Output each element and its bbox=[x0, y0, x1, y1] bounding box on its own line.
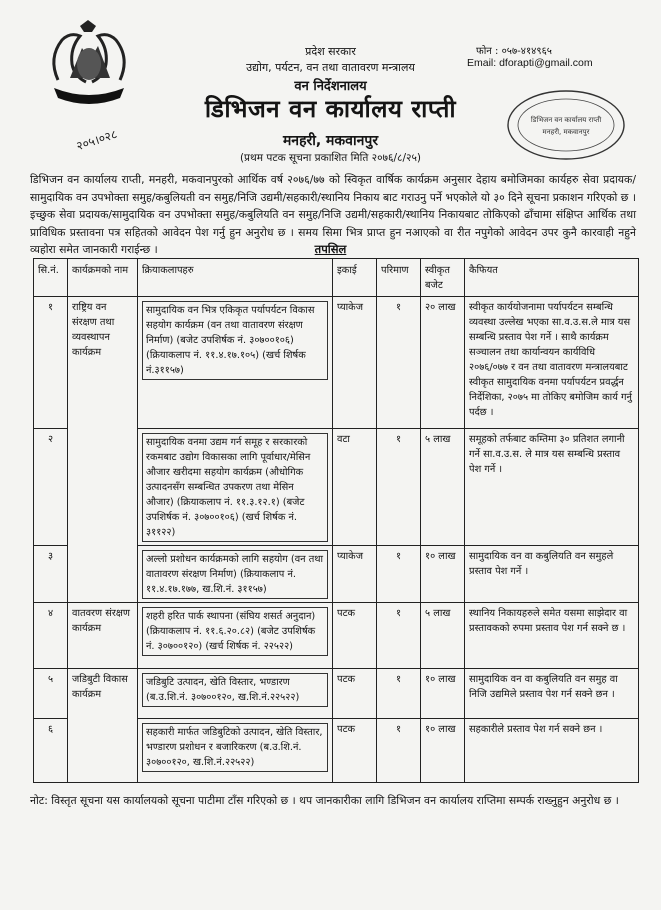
cell-qty: १ bbox=[377, 429, 421, 546]
cell-program: वातवरण संरक्षण कार्यक्रम bbox=[68, 603, 138, 669]
cell-remarks: सहकारीले प्रस्ताव पेश गर्न सक्ने छन । bbox=[465, 719, 639, 783]
activity-text: अल्लो प्रशोधन कार्यक्रमको लागि सहयोग (वन तथा वातावरण संरक्षण निर्माण) (क्रियाकलाप नं. ११.४.१७.१७७, ख.शि.नं. ३११५७) bbox=[142, 550, 328, 599]
handwritten-reg-number: २०५।०२८ bbox=[74, 126, 119, 154]
col-header-sn: सि.नं. bbox=[34, 259, 68, 297]
cell-qty: १ bbox=[377, 603, 421, 669]
cell-remarks: सामुदायिक वन वा कबुलियति वन समुह वा निजि उद्यमिले प्रस्ताव पेश गर्न सक्ने छन । bbox=[465, 669, 639, 719]
col-header-qty: परिमाण bbox=[377, 259, 421, 297]
col-header-activity: क्रियाकलापहरु bbox=[138, 259, 333, 297]
cell-budget: ५ लाख bbox=[421, 603, 465, 669]
cell-activity bbox=[138, 297, 333, 429]
cell-remarks: स्वीकृत कार्ययोजनामा पर्यापर्यटन सम्बन्धि व्यवस्था उल्लेख भएका सा.व.उ.स.ले मात्र यस सम्बन्धि प्रस्ताव पेश गर्ने । साथै कार्यक्रम सञ्चालन तथा कार्यान्वयन कार्यविधि २०७६/०७७ र वन तथा वातावरण मन्त्रालयबाट स्वीकृत सामुदायिक वनमा पर्यापर्यटन प्रवर्द्धन निर्देशिका, २०७५ मा तोकिए बमोजिम कार्य गर्नु पर्दछ । bbox=[465, 297, 639, 429]
cell-sn: ३ bbox=[34, 546, 68, 603]
cell-budget: २० लाख bbox=[421, 297, 465, 429]
cell-unit: प्याकेज bbox=[333, 297, 377, 429]
cell-program: राष्ट्रिय वन संरक्षण तथा व्यवस्थापन कार्यक्रम bbox=[68, 297, 138, 603]
table-header-row bbox=[34, 259, 639, 297]
activity-text: सामुदायिक वनमा उद्यम गर्न समूह र सरकारको रकमबाट उद्योग विकासका लागि पूर्वाधार/मेसिन औजार खरीदमा सहयोग कार्यक्रम (औधोगिक उत्पादनसँग सम्बन्धित उपकरण तथा मेसिन औजार) (क्रियाकलाप नं. ११.३.१२.१) (बजेट उपशिर्षक नं. ३०७००१०६) (खर्च शिर्षक नं. ३११२२) bbox=[142, 433, 328, 542]
table-title: तपसिल bbox=[314, 242, 347, 256]
cell-qty: १ bbox=[377, 719, 421, 783]
government-label: प्रदेश सरकार bbox=[305, 45, 356, 58]
cell-qty: १ bbox=[377, 669, 421, 719]
cell-unit: पटक bbox=[333, 669, 377, 719]
table-row bbox=[34, 603, 639, 669]
cell-budget: १० लाख bbox=[421, 669, 465, 719]
stamp-line1: डिभिजन वन कार्यालय राप्ती bbox=[530, 116, 602, 124]
cell-sn: २ bbox=[34, 429, 68, 546]
cell-sn: ६ bbox=[34, 719, 68, 783]
cell-activity bbox=[138, 669, 333, 719]
notice-date: (प्रथम पटक सूचना प्रकाशित मिति २०७६/८/२५) bbox=[239, 152, 422, 164]
cell-activity bbox=[138, 546, 333, 603]
activity-text: शहरी हरित पार्क स्थापना (संघिय शसर्त अनुदान) (क्रियाकलाप नं. ११.६.२०.८२) (बजेट उपशिर्षक नं. ३०७००१२०) (खर्च शिर्षक नं. २२५२२) bbox=[142, 607, 328, 656]
program-table bbox=[33, 258, 639, 783]
ministry-label: उद्योग, पर्यटन, वन तथा वातावरण मन्त्रालय bbox=[246, 61, 415, 74]
table-row bbox=[34, 669, 639, 719]
col-header-remarks: कैफियत bbox=[465, 259, 639, 297]
col-header-program: कार्यक्रमको नाम bbox=[68, 259, 138, 297]
cell-budget: ५ लाख bbox=[421, 429, 465, 546]
col-header-budget: स्वीकृत बजेट bbox=[421, 259, 465, 297]
activity-text: सामुदायिक वन भित्र एकिकृत पर्यापर्यटन विकास सहयोग कार्यक्रम (वन तथा वातावरण संरक्षण निर्माण) (बजेट उपशिर्षक नं. ३०७००१०६) (क्रियाकलाप नं. ११.४.१७.१०५) (खर्च शिर्षक नं.३११५७) bbox=[142, 301, 328, 380]
cell-activity bbox=[138, 603, 333, 669]
cell-budget: १० लाख bbox=[421, 719, 465, 783]
cell-budget: १० लाख bbox=[421, 546, 465, 603]
cell-unit: प्याकेज bbox=[333, 546, 377, 603]
cell-qty: १ bbox=[377, 546, 421, 603]
notice-paragraph: डिभिजन वन कार्यालय राप्ती, मनहरी, मकवानपुरको आर्थिक वर्ष २०७६/७७ को स्विकृत वार्षिक कार्यक्रम अनुसार देहाय बमोजिमका कार्यहरु सेवा प्रदायक/सामुदायिक वन उपभोक्ता समुह/कबुलियती वन समुह/निजि उद्यमी/सहकारी/स्थानिय निकाय बाट गराउनु पर्ने भएकोले यो ३० दिने सूचना प्रकाशन गरिएको छ । इच्छुक सेवा प्रदायक/सामुदायिक वन उपभोक्ता समुह/कबुलियति वन समुह/निजि उद्यमी/सहकारी/स्थानिय निकायबाट तोकिएको ढाँचामा संक्षिप्त आर्थिक तथा प्राविधिक प्रस्तावना पत्र सहितको आवेदन पेश गर्नु हुन अनुरोध छ । समय सिमा भित्र प्राप्त हुन नआएको वा रीत नपुगेको आवेदन उपर कुनै कारवाही नहुने व्यहोरा समेत जानकारी गराईन्छ । bbox=[30, 173, 636, 256]
footnote: नोट: विस्तृत सूचना यस कार्यालयको सूचना पाटीमा टाँस गरिएको छ । थप जानकारीका लागि डिभिजन वन कार्यालय राप्तिमा सम्पर्क राख्नुहुन अनुरोध छ । bbox=[30, 794, 619, 807]
office-location: मनहरी, मकवानपुर bbox=[282, 133, 379, 149]
cell-qty: १ bbox=[377, 297, 421, 429]
cell-remarks: सामुदायिक वन वा कबुलियति वन समुहले प्रस्ताव पेश गर्ने । bbox=[465, 546, 639, 603]
cell-unit: पटक bbox=[333, 603, 377, 669]
phone-number: फोन : ०५७-४१४९६५ bbox=[476, 46, 552, 57]
cell-activity bbox=[138, 429, 333, 546]
activity-text: जडिबुटि उत्पादन, खेति विस्तार, भण्डारण (ब.उ.शि.नं. ३०७००१२०, ख.शि.नं.२२५२२) bbox=[142, 673, 328, 707]
cell-unit: वटा bbox=[333, 429, 377, 546]
activity-text: सहकारी मार्फत जडिबुटिको उत्पादन, खेति विस्तार, भण्डारण प्रशोधन र बजारिकरण (ब.उ.शि.नं. ३०७००१२०, ख.शि.नं.२२५२२) bbox=[142, 723, 328, 772]
email-address[interactable]: Email: dforapti@gmail.com bbox=[467, 57, 593, 69]
cell-program: जडिबुटी विकास कार्यक्रम bbox=[68, 669, 138, 783]
stamp-line2: मनहरी, मकवानपुर bbox=[542, 128, 590, 136]
department-label: वन निर्देशनालय bbox=[294, 79, 367, 94]
cell-sn: १ bbox=[34, 297, 68, 429]
col-header-unit: इकाई bbox=[333, 259, 377, 297]
cell-sn: ४ bbox=[34, 603, 68, 669]
office-title: डिभिजन वन कार्यालय राप्ती bbox=[204, 95, 457, 123]
cell-unit: पटक bbox=[333, 719, 377, 783]
cell-remarks: स्थानिय निकायहरुले समेत यसमा साझेदार वा प्रस्तावकको रुपमा प्रस्ताव पेश गर्न सक्ने छ । bbox=[465, 603, 639, 669]
cell-sn: ५ bbox=[34, 669, 68, 719]
table-row bbox=[34, 297, 639, 429]
cell-activity bbox=[138, 719, 333, 783]
cell-remarks: समूहको तर्फबाट कम्तिमा ३० प्रतिशत लगानी गर्ने सा.व.उ.स. ले मात्र यस सम्बन्धि प्रस्ताव पेश गर्ने । bbox=[465, 429, 639, 546]
